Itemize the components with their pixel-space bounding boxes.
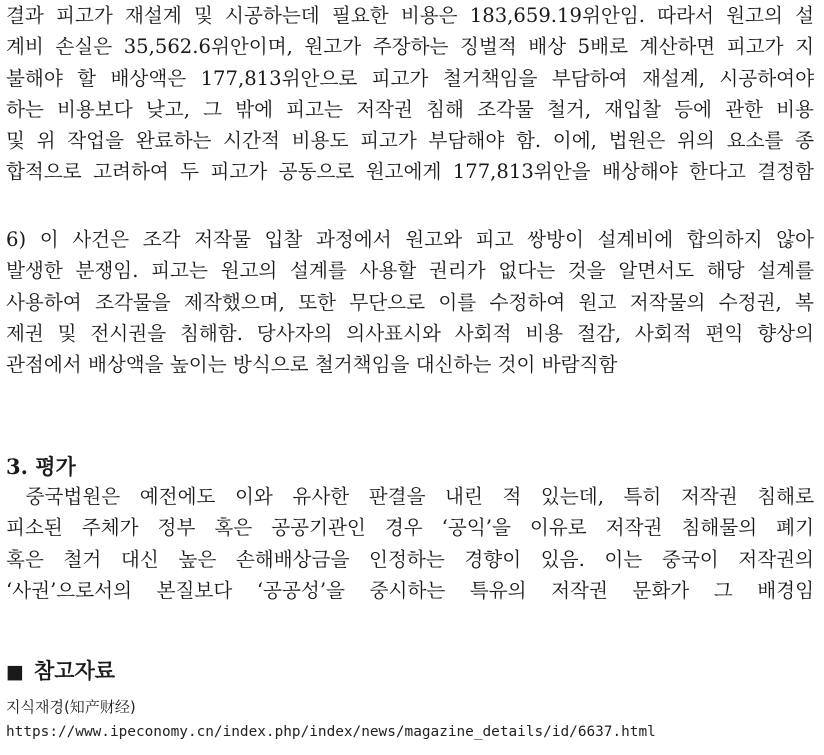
text-line: 합적으로 고려하여 두 피고가 공동으로 원고에게 177,813위안을 배상해야 한다고 결정함 (6, 160, 814, 184)
text-line: 결과 피고가 재설계 및 시공하는데 필요한 비용은 183,659.19위안임. 따라서 원고의 설 (6, 4, 814, 27)
text-line: ‘사권’으로서의 본질보다 ‘공공성’을 중시하는 특유의 저작권 문화가 그 배경임 (6, 578, 814, 602)
text-line: 계비 손실은 35,562.6위안이며, 원고가 주장하는 징벌적 배상 5배로 계산하면 피고가 지 (6, 35, 814, 59)
section-heading-references (6, 656, 115, 687)
text-line: 관점에서 배상액을 높이는 방식으로 철거책임을 대신하는 것이 바람직함 (6, 353, 618, 377)
text-line: 피소된 주체가 정부 혹은 공공기관인 경우 ‘공익’을 이유로 저작권 침해물의 폐기 (6, 516, 814, 540)
references-heading-label: 참고자료 (33, 658, 116, 683)
text-line: 중국법원은 예전에도 이와 유사한 판결을 내린 적 있는데, 특히 저작권 침해로 (6, 485, 814, 508)
reference-source: 지식재경(知产财经) (6, 698, 136, 716)
text-line: 발생한 분쟁임. 피고는 원고의 설계를 사용할 권리가 없다는 것을 알면서도 해당 설계를 (6, 259, 815, 283)
paragraph-case-summary (6, 224, 814, 380)
paragraph-damages-calculation (6, 0, 814, 188)
text-line: 제권 및 전시권을 침해함. 당사자의 의사표시와 사회적 비용 절감, 사회적 편익 향상의 (6, 321, 814, 345)
text-line: 및 위 작업을 완료하는 시간적 비용도 피고가 부담해야 함. 이에, 법원은 위의 요소를 종 (6, 129, 814, 153)
document-page (6, 0, 818, 755)
text-line: 사용하여 조각물을 제작했으며, 또한 무단으로 이를 수정하여 원고 저작물의 수정권, 복 (6, 290, 814, 314)
reference-url-link[interactable]: https://www.ipeconomy.cn/index.php/index/news/magazine_details/id/6637.html (6, 724, 656, 740)
text-line: 불해야 할 배상액은 177,813위안으로 피고가 철거책임을 부담하여 재설계, 시공하여야 (6, 66, 814, 90)
text-line: 혹은 철거 대신 높은 손해배상금을 인정하는 경향이 있음. 이는 중국이 저작권의 (6, 547, 814, 571)
square-bullet-icon: ■ (6, 661, 24, 683)
section-heading-evaluation: 3. 평가 (6, 454, 76, 479)
text-line: 하는 비용보다 낮고, 그 밖에 피고는 저작권 침해 조각물 철거, 재입찰 등에 관한 비용 (6, 97, 814, 121)
paragraph-evaluation (6, 481, 814, 606)
text-line: 6) 이 사건은 조각 저작물 입찰 과정에서 원고와 피고 쌍방이 설계비에 합의하지 않아 (6, 228, 814, 251)
